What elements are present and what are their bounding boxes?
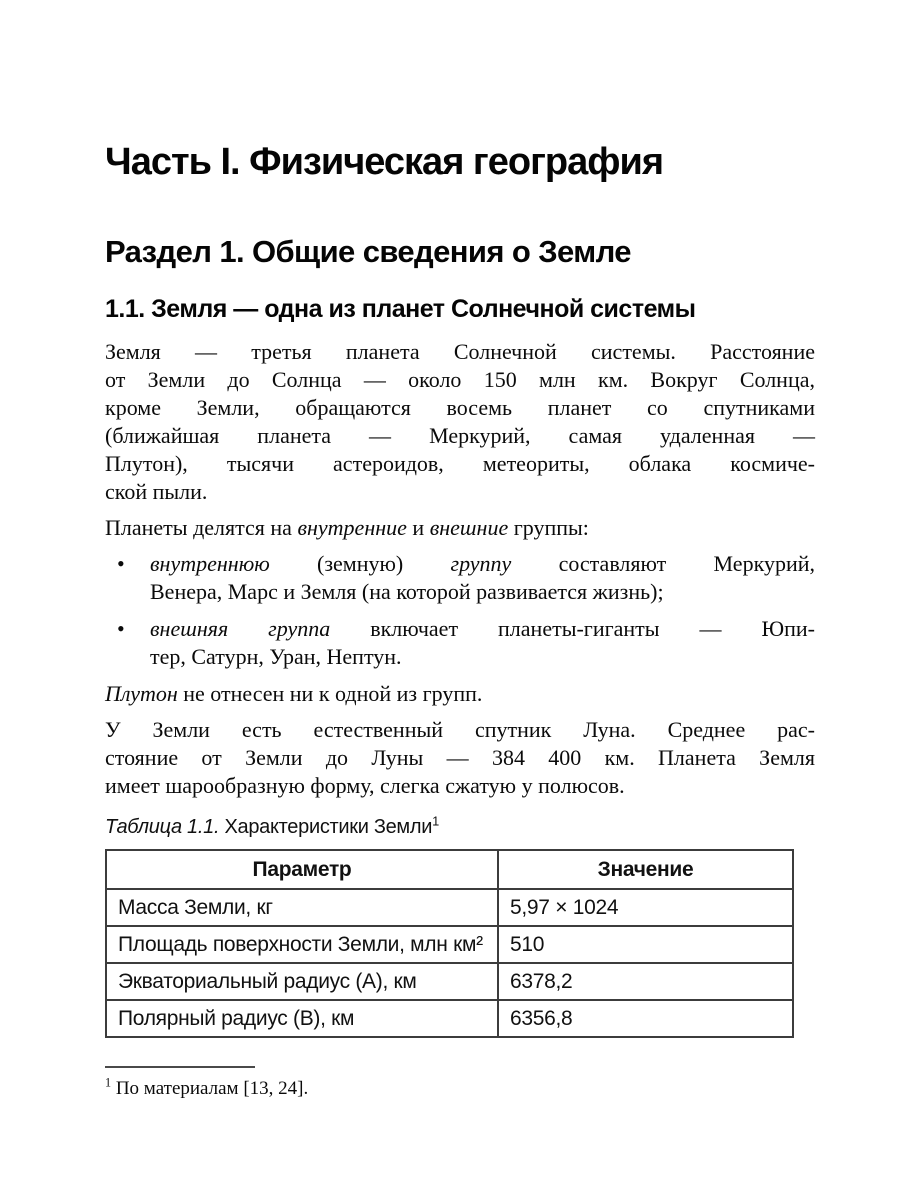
text-line (105, 680, 815, 708)
bullet-text (150, 550, 815, 606)
text-segment: Планеты делятся на (105, 515, 298, 540)
text-line (150, 615, 815, 643)
bullet-icon: • (117, 551, 125, 576)
text-segment: составляют Меркурий, (511, 551, 815, 576)
text-segment: включает планеты-гиганты — Юпи- (330, 616, 815, 641)
text-line (105, 366, 815, 394)
paragraph (105, 338, 815, 506)
text-line (105, 478, 815, 506)
parameter-cell: Экваториальный радиус (А), км (106, 963, 498, 1000)
text-line (105, 394, 815, 422)
text-segment: от Земли до Солнца — около 150 млн км. Вокруг Солнца, (105, 367, 815, 392)
text-segment: Таблица 1.1. (105, 816, 220, 838)
text-line (150, 550, 815, 578)
subsection-title: 1.1. Земля — одна из планет Солнечной системы (105, 295, 696, 323)
text-segment: Плутон (105, 681, 178, 706)
value-cell: 510 (498, 926, 793, 963)
table-row (106, 889, 793, 926)
text-line (105, 514, 815, 542)
table-row (106, 963, 793, 1000)
column-header-value: Значение (498, 850, 793, 889)
text-line (150, 578, 815, 606)
paragraph (105, 680, 815, 708)
text-segment: Венера, Марс и Земля (на которой развивается жизнь); (150, 579, 664, 604)
value-cell: 6356,8 (498, 1000, 793, 1037)
text-line (105, 716, 815, 744)
text-segment: группы: (508, 515, 589, 540)
text-segment: внешняя группа (150, 616, 331, 641)
column-header-parameter: Параметр (106, 850, 498, 889)
parameter-cell: Полярный радиус (В), км (106, 1000, 498, 1037)
footnote-divider (105, 1066, 255, 1068)
text-line (105, 338, 815, 366)
text-line (150, 643, 815, 671)
part-title: Часть I. Физическая география (105, 141, 664, 183)
table-row (106, 926, 793, 963)
text-segment: кроме Земли, обращаются восемь планет со спутниками (105, 395, 815, 420)
text-segment: не отнесен ни к одной из групп. (177, 681, 483, 706)
table-header-row (106, 850, 793, 889)
text-segment: У Земли есть естественный спутник Луна. Среднее рас- (105, 717, 815, 742)
text-line (105, 450, 815, 478)
text-segment: тер, Сатурн, Уран, Нептун. (150, 644, 402, 669)
text-line (105, 744, 815, 772)
value-cell: 5,97 × 1024 (498, 889, 793, 926)
text-segment: имеет шарообразную форму, слегка сжатую у полюсов. (105, 773, 625, 798)
text-segment: внутренние (297, 515, 407, 540)
text-segment: стояние от Земли до Луны — 384 400 км. Планета Земля (105, 745, 815, 770)
text-segment: Земля — третья планета Солнечной системы. Расстояние (105, 339, 815, 364)
earth-characteristics-table (105, 849, 794, 1038)
text-segment: По материалам [13, 24]. (111, 1078, 309, 1099)
text-segment: группу (450, 551, 512, 576)
text-segment: и (406, 515, 430, 540)
text-segment: ской пыли. (105, 479, 208, 504)
text-flow (105, 338, 815, 800)
text-segment: внутреннюю (150, 551, 270, 576)
text-segment: внешние (429, 515, 509, 540)
parameter-cell: Площадь поверхности Земли, млн км² (106, 926, 498, 963)
superscript: 1 (105, 1075, 112, 1090)
bullet-item (105, 615, 815, 671)
footnote (105, 1075, 815, 1100)
table-caption (105, 813, 815, 839)
text-segment: (земную) (269, 551, 451, 576)
paragraph (105, 514, 815, 542)
bullet-item (105, 550, 815, 606)
paragraph (105, 716, 815, 800)
text-segment: (ближайшая планета — Меркурий, самая удаленная — (105, 423, 815, 448)
parameter-cell: Масса Земли, кг (106, 889, 498, 926)
section-title: Раздел 1. Общие сведения о Земле (105, 234, 631, 269)
table-row (106, 1000, 793, 1037)
bullet-icon: • (117, 616, 125, 641)
bullet-text (150, 615, 815, 671)
text-segment: Характеристики Земли (219, 816, 433, 838)
superscript: 1 (432, 813, 439, 829)
text-line (105, 422, 815, 450)
value-cell: 6378,2 (498, 963, 793, 1000)
text-segment: Плутон), тысячи астероидов, метеориты, облака космиче- (105, 451, 815, 476)
text-line (105, 772, 815, 800)
